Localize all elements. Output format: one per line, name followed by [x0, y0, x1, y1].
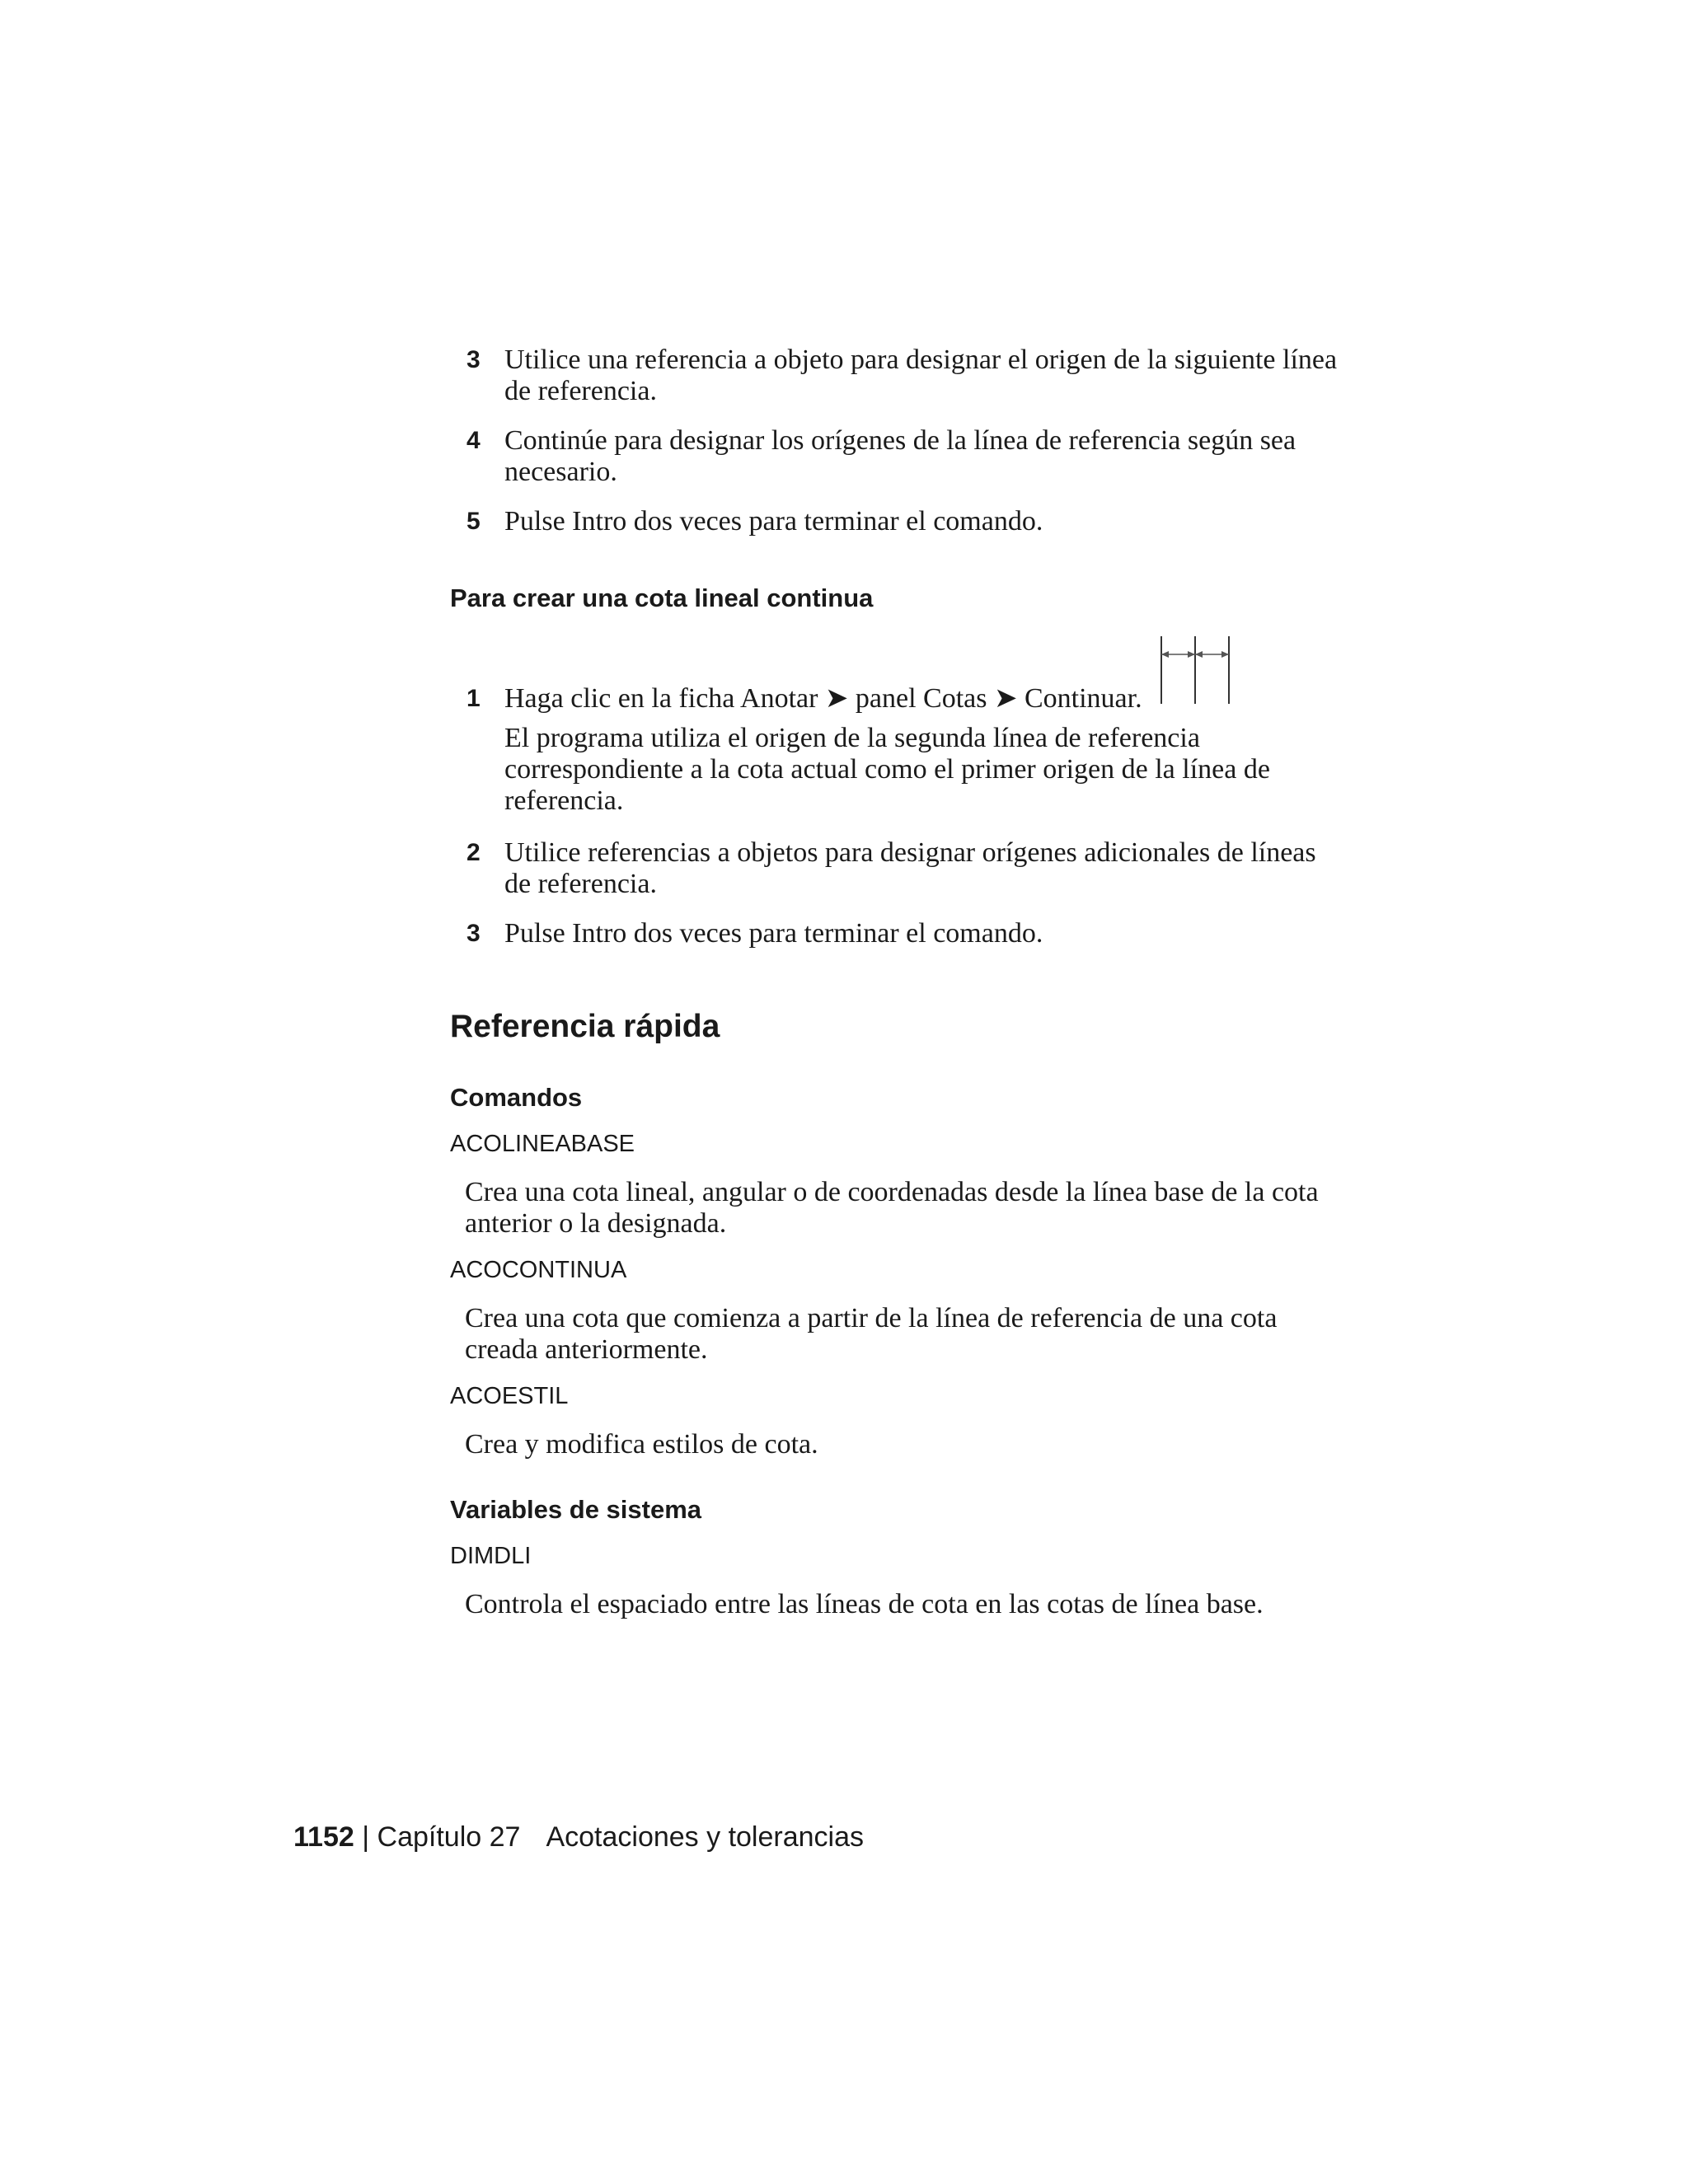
command-name: ACOCONTINUA	[450, 1257, 627, 1283]
chapter-label: Capítulo 27	[377, 1821, 521, 1853]
sysvars-heading: Variables de sistema	[450, 1495, 702, 1524]
step-text: Utilice referencias a objetos para designar orígenes adicionales de líneas de referencia.	[504, 837, 1316, 899]
step-number: 4	[467, 427, 481, 454]
step-text: Pulse Intro dos veces para terminar el comando.	[504, 506, 1043, 537]
commands-heading: Comandos	[450, 1083, 583, 1112]
chapter-title: Acotaciones y tolerancias	[546, 1821, 864, 1853]
footer-separator: |	[362, 1821, 370, 1853]
step-detail-text: El programa utiliza el origen de la segunda línea de referencia correspondiente a la cota actual como el primer origen de la línea de referencia.	[504, 723, 1270, 816]
step-text: Utilice una referencia a objeto para designar el origen de la siguiente línea de referencia.	[504, 344, 1338, 406]
step-text: Haga clic en la ficha Anotar ➤ panel Cotas ➤ Continuar.	[504, 683, 1142, 714]
step-number: 3	[467, 920, 481, 947]
command-description: Crea una cota lineal, angular o de coordenadas desde la línea base de la cota anterior o la designada.	[465, 1177, 1319, 1239]
command-description: Crea una cota que comienza a partir de la línea de referencia de una cota creada anteriormente.	[465, 1303, 1278, 1365]
step-text: Continúe para designar los orígenes de la línea de referencia según sea necesario.	[504, 425, 1296, 487]
sysvar-name: DIMDLI	[450, 1543, 532, 1569]
command-name: ACOESTIL	[450, 1383, 569, 1409]
command-name: ACOLINEABASE	[450, 1131, 635, 1157]
sysvar-description: Controla el espaciado entre las líneas de cota en las cotas de línea base.	[465, 1589, 1264, 1619]
step-number: 5	[467, 508, 481, 535]
step-number: 1	[467, 685, 481, 712]
command-description: Crea y modifica estilos de cota.	[465, 1429, 818, 1460]
page-footer	[293, 1821, 864, 1854]
step-number: 2	[467, 839, 481, 866]
procedure-heading: Para crear una cota lineal continua	[450, 583, 874, 612]
step-number: 3	[467, 346, 481, 373]
step-text: Pulse Intro dos veces para terminar el comando.	[504, 918, 1043, 949]
section-title: Referencia rápida	[450, 1009, 720, 1044]
page-number: 1152	[293, 1821, 354, 1853]
